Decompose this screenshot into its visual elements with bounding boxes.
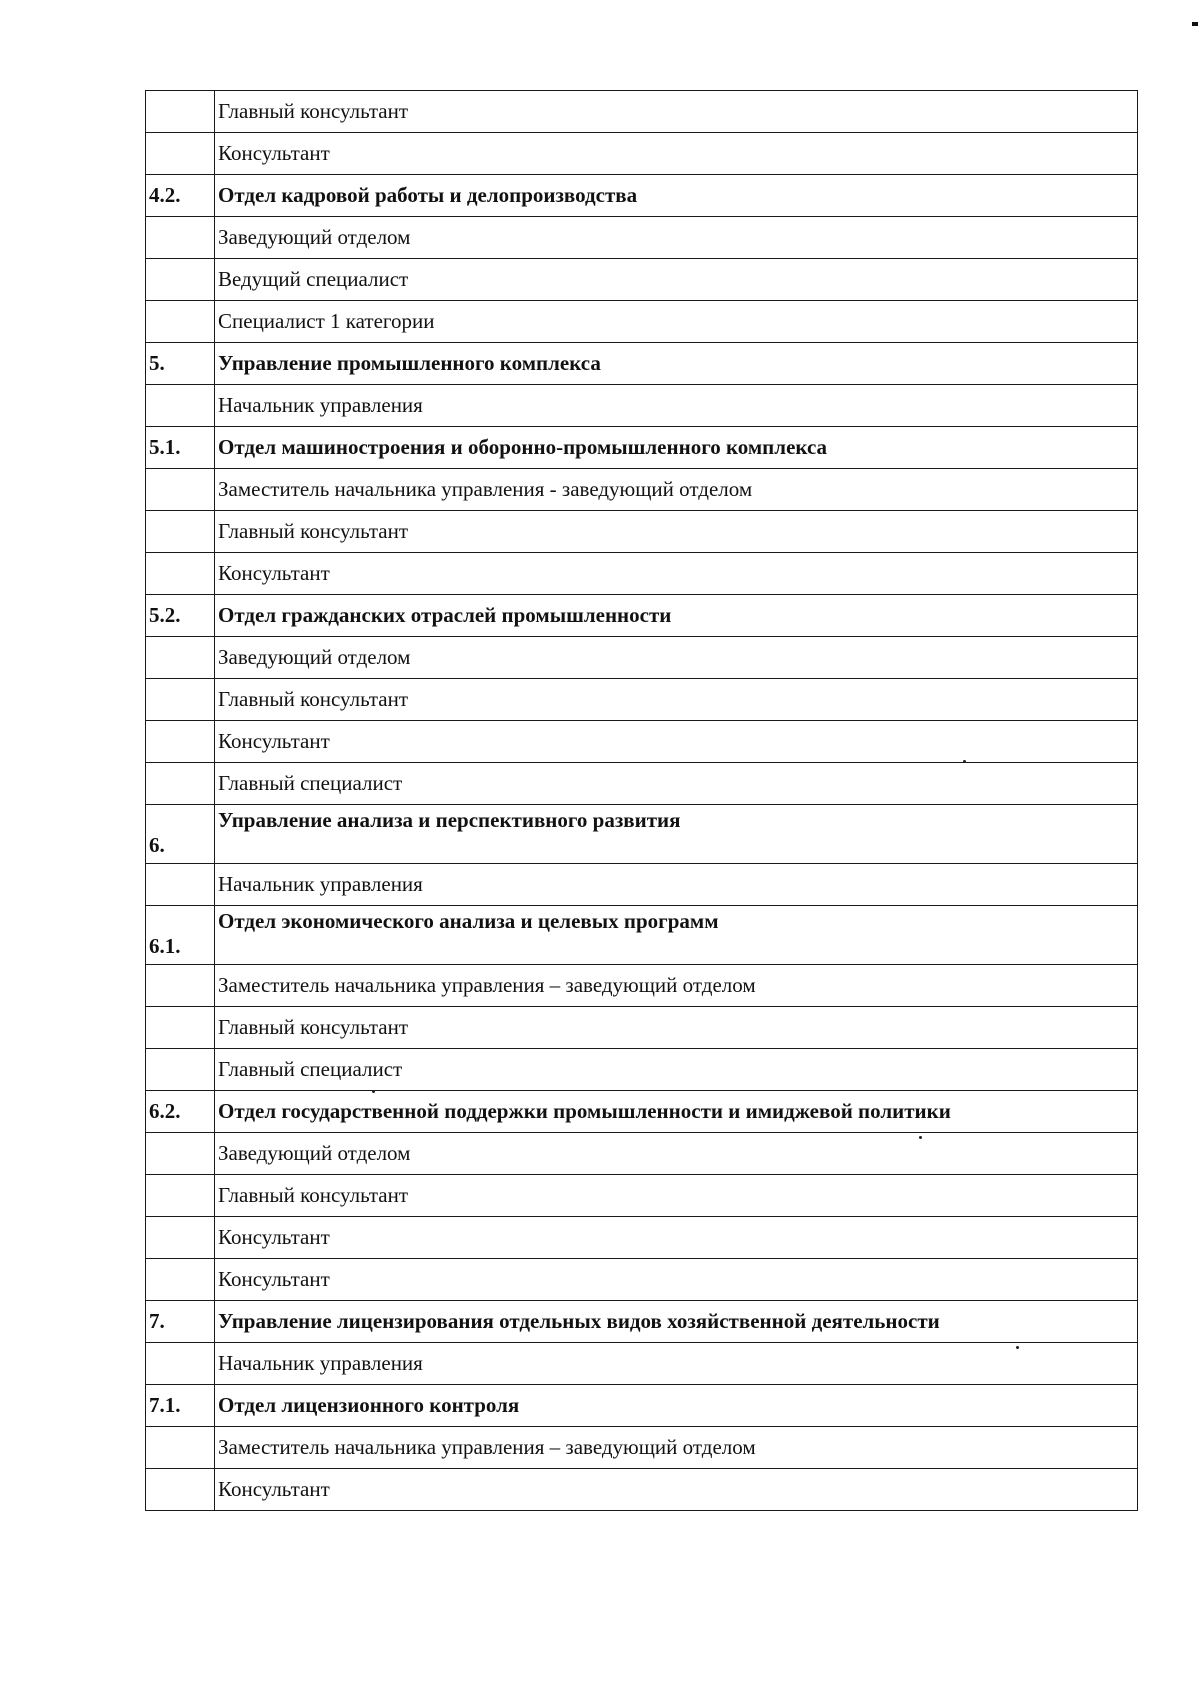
position-name-cell: Консультант xyxy=(215,133,1138,175)
department-row xyxy=(146,1385,1138,1427)
position-name-cell: Главный специалист xyxy=(215,763,1138,805)
row-number-cell xyxy=(146,1007,215,1049)
department-row xyxy=(146,427,1138,469)
department-name-cell: Отдел гражданских отраслей промышленности xyxy=(215,595,1138,637)
position-row xyxy=(146,511,1138,553)
department-name-cell: Управление лицензирования отдельных видов хозяйственной деятельности xyxy=(215,1301,1138,1343)
row-number-cell: 4.2. xyxy=(146,175,215,217)
row-number-cell xyxy=(146,1175,215,1217)
position-row xyxy=(146,1133,1138,1175)
row-number-cell: 6.2. xyxy=(146,1091,215,1133)
row-number-cell: 5. xyxy=(146,343,215,385)
position-name-cell: Заместитель начальника управления – заведующий отделом xyxy=(215,1427,1138,1469)
position-row xyxy=(146,301,1138,343)
position-row xyxy=(146,864,1138,906)
position-row xyxy=(146,1427,1138,1469)
row-number-cell xyxy=(146,91,215,133)
position-name-cell: Главный консультант xyxy=(215,511,1138,553)
row-number-cell xyxy=(146,133,215,175)
department-row xyxy=(146,175,1138,217)
department-row xyxy=(146,1091,1138,1133)
row-number-cell xyxy=(146,763,215,805)
department-row xyxy=(146,906,1138,965)
position-name-cell: Главный специалист xyxy=(215,1049,1138,1091)
position-row xyxy=(146,1049,1138,1091)
position-row xyxy=(146,217,1138,259)
position-name-cell: Главный консультант xyxy=(215,1007,1138,1049)
position-name-cell: Заведующий отделом xyxy=(215,637,1138,679)
position-name-cell: Консультант xyxy=(215,553,1138,595)
department-row xyxy=(146,343,1138,385)
position-name-cell: Специалист 1 категории xyxy=(215,301,1138,343)
row-number-cell xyxy=(146,1469,215,1511)
position-name-cell: Консультант xyxy=(215,1259,1138,1301)
position-name-cell: Главный консультант xyxy=(215,679,1138,721)
position-row xyxy=(146,385,1138,427)
position-name-cell: Заместитель начальника управления - заведующий отделом xyxy=(215,469,1138,511)
row-number-cell xyxy=(146,679,215,721)
row-number-cell xyxy=(146,965,215,1007)
position-row xyxy=(146,679,1138,721)
position-row xyxy=(146,259,1138,301)
position-row xyxy=(146,133,1138,175)
row-number-cell xyxy=(146,553,215,595)
department-name-cell: Отдел государственной поддержки промышленности и имиджевой политики xyxy=(215,1091,1138,1133)
scan-speck xyxy=(1016,1346,1019,1349)
position-name-cell: Ведущий специалист xyxy=(215,259,1138,301)
position-name-cell: Консультант xyxy=(215,721,1138,763)
position-name-cell: Главный консультант xyxy=(215,91,1138,133)
position-row xyxy=(146,469,1138,511)
position-name-cell: Главный консультант xyxy=(215,1175,1138,1217)
row-number-cell xyxy=(146,721,215,763)
position-row xyxy=(146,1217,1138,1259)
position-row xyxy=(146,637,1138,679)
row-number-cell xyxy=(146,637,215,679)
department-row xyxy=(146,1301,1138,1343)
position-row xyxy=(146,91,1138,133)
row-number-cell xyxy=(146,1343,215,1385)
department-name-cell: Отдел лицензионного контроля xyxy=(215,1385,1138,1427)
row-number-cell xyxy=(146,1259,215,1301)
department-name-cell: Управление анализа и перспективного развития xyxy=(215,805,1138,864)
position-row xyxy=(146,1007,1138,1049)
row-number-cell: 7.1. xyxy=(146,1385,215,1427)
department-name-cell: Отдел экономического анализа и целевых программ xyxy=(215,906,1138,965)
position-name-cell: Начальник управления xyxy=(215,385,1138,427)
department-name-cell: Управление промышленного комплекса xyxy=(215,343,1138,385)
row-number-cell: 6.1. xyxy=(146,906,215,965)
position-row xyxy=(146,1175,1138,1217)
position-name-cell: Консультант xyxy=(215,1217,1138,1259)
position-name-cell: Консультант xyxy=(215,1469,1138,1511)
position-row xyxy=(146,965,1138,1007)
position-row xyxy=(146,763,1138,805)
department-row xyxy=(146,805,1138,864)
page-edge-mark xyxy=(1192,22,1198,26)
row-number-cell xyxy=(146,1133,215,1175)
position-name-cell: Начальник управления xyxy=(215,864,1138,906)
position-row xyxy=(146,553,1138,595)
position-name-cell: Начальник управления xyxy=(215,1343,1138,1385)
row-number-cell xyxy=(146,1049,215,1091)
row-number-cell xyxy=(146,217,215,259)
scan-speck xyxy=(372,1090,375,1093)
table-body xyxy=(146,91,1138,1511)
position-name-cell: Заместитель начальника управления – заведующий отделом xyxy=(215,965,1138,1007)
position-name-cell: Заведующий отделом xyxy=(215,217,1138,259)
row-number-cell xyxy=(146,469,215,511)
row-number-cell xyxy=(146,385,215,427)
scan-speck xyxy=(919,1136,922,1139)
row-number-cell: 6. xyxy=(146,805,215,864)
position-row xyxy=(146,1259,1138,1301)
row-number-cell: 7. xyxy=(146,1301,215,1343)
scan-speck xyxy=(963,760,966,763)
row-number-cell: 5.2. xyxy=(146,595,215,637)
row-number-cell xyxy=(146,259,215,301)
row-number-cell: 5.1. xyxy=(146,427,215,469)
department-row xyxy=(146,595,1138,637)
position-row xyxy=(146,1343,1138,1385)
row-number-cell xyxy=(146,301,215,343)
staff-positions-table xyxy=(145,90,1138,1511)
department-name-cell: Отдел машиностроения и оборонно-промышленного комплекса xyxy=(215,427,1138,469)
department-name-cell: Отдел кадровой работы и делопроизводства xyxy=(215,175,1138,217)
position-row xyxy=(146,721,1138,763)
row-number-cell xyxy=(146,1427,215,1469)
row-number-cell xyxy=(146,864,215,906)
position-row xyxy=(146,1469,1138,1511)
row-number-cell xyxy=(146,511,215,553)
position-name-cell: Заведующий отделом xyxy=(215,1133,1138,1175)
row-number-cell xyxy=(146,1217,215,1259)
